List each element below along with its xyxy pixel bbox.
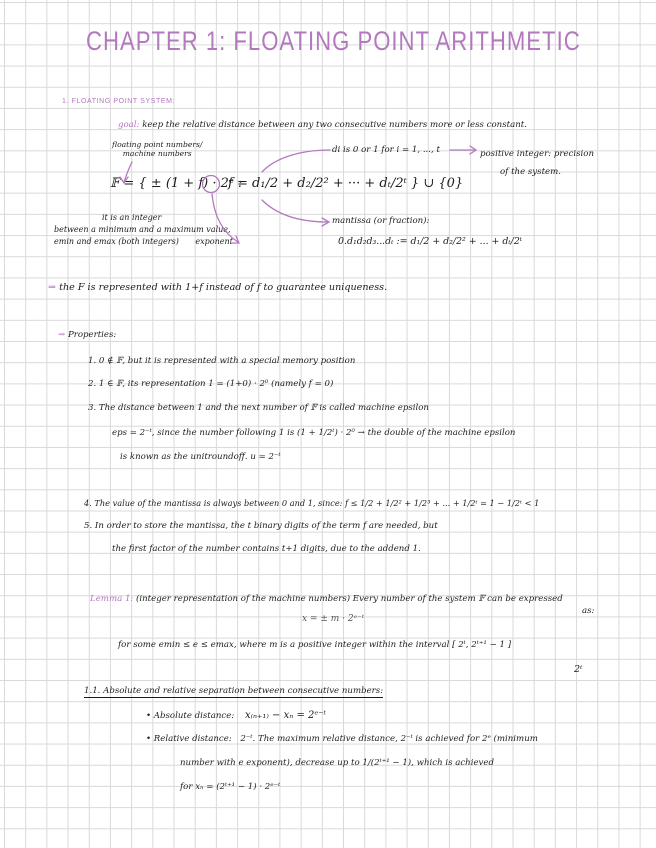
- arrow-exponent-icon: [212, 194, 238, 242]
- arrow-to-F-icon: [124, 162, 132, 182]
- integer-note-line3: emin and emax (both integers): [54, 237, 179, 246]
- lemma-condition: for some emin ≤ e ≤ emax, where m is a positive integer within the interval [ 2ᵗ, 2ᵗ⁺¹ − 1 ]: [118, 640, 512, 650]
- note-F: the F is represented with 1+f instead of f to guarantee uniqueness.: [59, 282, 388, 293]
- lemma-text: (integer representation of the machine numbers) Every number of the system 𝔽 can be expressed: [136, 594, 563, 604]
- arrow-bullet-icon: ⇝: [58, 330, 68, 340]
- lemma-as: as:: [582, 606, 595, 616]
- formula-f: f = d₁/2 + d₂/2² + ··· + dₜ/2ᵗ } ∪ {0}: [228, 176, 464, 191]
- relative-distance-text-3: for xₙ = (2ᵗ⁺¹ − 1) · 2ᵉ⁻ᵗ: [180, 782, 281, 792]
- arrow-mantissa-icon: [262, 200, 328, 222]
- exponent-label: exponent: [195, 237, 233, 246]
- page-title: CHAPTER 1: FLOATING POINT ARITHMETIC: [86, 26, 581, 56]
- relative-distance-label: • Relative distance:: [146, 734, 232, 744]
- fp-label-line1: floating point numbers/: [112, 140, 203, 149]
- di-note: di is 0 or 1 for i = 1, ..., t: [332, 145, 440, 155]
- mantissa-formula: 0.d₁d₂d₃...dₜ := d₁/2 + d₂/2² + ... + dₜ/2ᵗ: [338, 236, 523, 247]
- relative-distance-text-1: 2⁻ᵗ. The maximum relative distance, 2⁻ᵗ is achieved for 2ᵉ (minimum: [240, 734, 538, 744]
- positive-integer-line1: positive integer: precision: [480, 149, 594, 159]
- property-item-5-line2: the first factor of the number contains t+1 digits, due to the addend 1.: [112, 544, 421, 554]
- property-item-3-eps: eps = 2⁻ᵗ, since the number following 1 is (1 + 1/2ᵗ) · 2⁰ → the double of the machine epsilon: [112, 428, 516, 438]
- mantissa-label: mantissa (or fraction):: [332, 216, 430, 226]
- goal-label: goal:: [118, 120, 140, 130]
- positive-integer-line2: of the system.: [500, 167, 561, 177]
- relative-distance-text-2: number with e exponent), decrease up to 1/(2ᵗ⁺¹ − 1), which is achieved: [180, 758, 494, 768]
- arrow-di-icon: [262, 150, 330, 172]
- property-item-3: 3. The distance between 1 and the next number of 𝔽 is called machine epsilon: [88, 403, 429, 413]
- goal-text: keep the relative distance between any two consecutive numbers more or less constant.: [142, 120, 527, 130]
- section-heading-floating-point-system: 1. FLOATING POINT SYSTEM:: [62, 98, 176, 105]
- fp-label-line2: machine numbers: [122, 149, 192, 158]
- integer-note-line2: between a minimum and a maximum value,: [54, 225, 231, 234]
- lemma-label: Lemma 1:: [90, 594, 134, 604]
- property-item-3-unitroundoff: is known as the unitroundoff. u = 2⁻ᵗ: [120, 452, 281, 462]
- exponent-circle-icon: [203, 176, 220, 193]
- lemma-stray: 2ᵗ: [574, 664, 583, 675]
- absolute-distance-label: • Absolute distance:: [146, 711, 235, 721]
- arrow-bullet-icon: ⇒: [48, 282, 60, 293]
- property-item-1: 1. 0 ∉ 𝔽, but it is represented with a special memory position: [88, 356, 356, 366]
- property-item-4: 4. The value of the mantissa is always between 0 and 1, since: f ≤ 1/2 + 1/2² + 1/2³ + ... + 1/2ᵗ = 1 − 1/2ᵗ < 1: [84, 498, 540, 508]
- property-item-5-line1: 5. In order to store the mantissa, the t binary digits of the term f are needed, but: [84, 521, 438, 531]
- properties-heading: Properties:: [67, 330, 117, 340]
- property-item-2: 2. 1 ∈ 𝔽, its representation 1 = (1+0) · 2⁰ (namely f = 0): [88, 379, 334, 389]
- formula-F: 𝔽 = { ± (1 + f) · 2ᵉ :: [110, 176, 243, 191]
- integer-note-line1: it is an integer: [102, 213, 162, 222]
- lemma-formula: x = ± m · 2ᵉ⁻ᵗ: [302, 614, 365, 624]
- section-1-1-heading: 1.1. Absolute and relative separation between consecutive numbers:: [84, 686, 384, 696]
- absolute-distance-formula: x₍ₙ₊₁₎ − xₙ = 2ᵉ⁻ᵗ: [244, 710, 326, 721]
